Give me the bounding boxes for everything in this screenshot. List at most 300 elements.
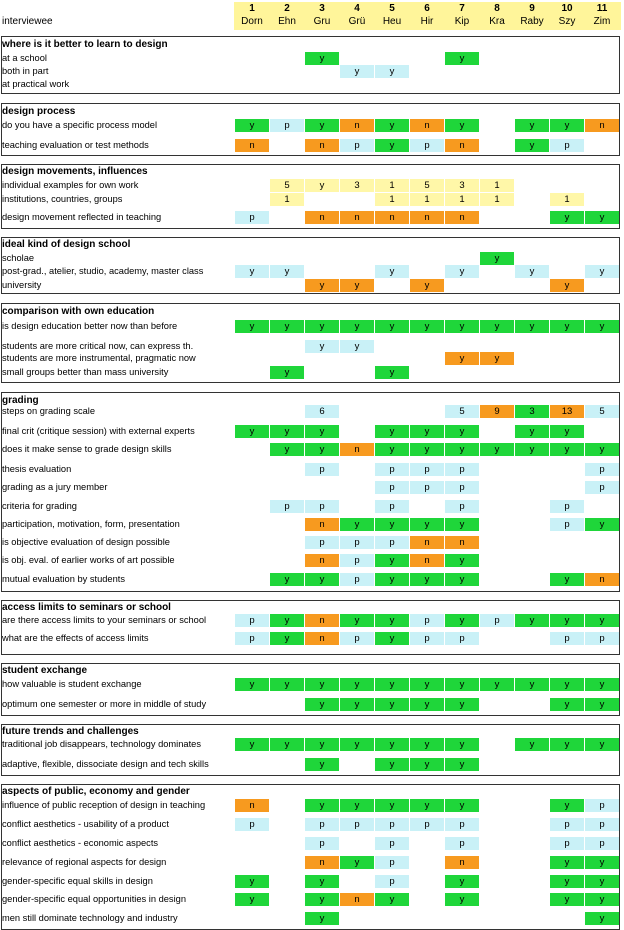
row-label: post-grad., atelier, studio, academy, master class bbox=[2, 266, 204, 276]
answer-cell bbox=[270, 252, 304, 265]
answer-cell bbox=[410, 52, 444, 65]
answer-cell: y bbox=[585, 614, 619, 627]
answer-cell bbox=[445, 366, 479, 379]
answer-cell bbox=[270, 875, 304, 888]
answer-cell bbox=[235, 554, 269, 567]
row-label: participation, motivation, form, presentation bbox=[2, 519, 180, 529]
answer-cell: y bbox=[305, 425, 339, 438]
answer-cell: p bbox=[585, 837, 619, 850]
row-label: men still dominate technology and industry bbox=[2, 913, 178, 923]
answer-cell bbox=[585, 500, 619, 513]
answer-cell: 13 bbox=[550, 405, 584, 418]
answer-cell: y bbox=[585, 211, 619, 224]
answer-cell bbox=[305, 193, 339, 206]
row-label: both in part bbox=[2, 66, 49, 76]
answer-cell: p bbox=[585, 818, 619, 831]
answer-cell bbox=[515, 78, 549, 91]
answer-cell bbox=[235, 518, 269, 531]
answer-cell bbox=[375, 352, 409, 365]
answer-cell bbox=[410, 352, 444, 365]
row-label: scholae bbox=[2, 253, 35, 263]
answer-cell: y bbox=[585, 698, 619, 711]
answer-cell: 1 bbox=[375, 193, 409, 206]
row-label: steps on grading scale bbox=[2, 406, 96, 416]
answer-cell bbox=[340, 837, 374, 850]
answer-cell: p bbox=[550, 500, 584, 513]
column-name: Ehn bbox=[278, 16, 296, 27]
answer-cell: y bbox=[550, 211, 584, 224]
answer-cell: y bbox=[375, 614, 409, 627]
answer-cell: p bbox=[445, 818, 479, 831]
answer-cell bbox=[235, 443, 269, 456]
answer-cell: n bbox=[305, 211, 339, 224]
answer-cell: y bbox=[445, 614, 479, 627]
column-name: Raby bbox=[520, 16, 544, 27]
table-row bbox=[0, 678, 624, 691]
answer-cell: y bbox=[235, 320, 269, 333]
answer-cell bbox=[515, 758, 549, 771]
answer-cell: y bbox=[445, 443, 479, 456]
answer-cell bbox=[340, 912, 374, 925]
column-name: Heu bbox=[382, 16, 402, 27]
answer-cell: p bbox=[235, 211, 269, 224]
answer-cell bbox=[480, 818, 514, 831]
answer-cell bbox=[340, 265, 374, 278]
row-label: is obj. eval. of earlier works of art possible bbox=[2, 555, 175, 565]
answer-cell: y bbox=[270, 632, 304, 645]
answer-cell: p bbox=[375, 856, 409, 869]
column-number: 8 bbox=[494, 3, 500, 14]
answer-cell bbox=[480, 65, 514, 78]
answer-cell: y bbox=[235, 875, 269, 888]
answer-cell bbox=[235, 252, 269, 265]
answer-cell bbox=[340, 758, 374, 771]
table-row bbox=[0, 425, 624, 438]
answer-cell: y bbox=[550, 799, 584, 812]
answer-cell: 5 bbox=[585, 405, 619, 418]
answer-cell bbox=[340, 875, 374, 888]
answer-cell bbox=[235, 500, 269, 513]
answer-cell bbox=[410, 366, 444, 379]
answer-cell: y bbox=[375, 425, 409, 438]
answer-cell: y bbox=[480, 443, 514, 456]
answer-cell bbox=[480, 366, 514, 379]
table-row bbox=[0, 78, 624, 91]
answer-cell: y bbox=[305, 875, 339, 888]
answer-cell bbox=[585, 65, 619, 78]
answer-cell bbox=[235, 193, 269, 206]
answer-cell: y bbox=[410, 320, 444, 333]
section-title: grading bbox=[2, 395, 39, 406]
row-label: optimum one semester or more in middle of study bbox=[2, 699, 207, 709]
answer-cell bbox=[305, 78, 339, 91]
answer-cell: y bbox=[375, 893, 409, 906]
table-row bbox=[0, 758, 624, 771]
row-label: conflict aesthetics - economic aspects bbox=[2, 838, 159, 848]
answer-cell: p bbox=[445, 500, 479, 513]
answer-cell: y bbox=[515, 320, 549, 333]
row-label: do you have a specific process model bbox=[2, 120, 158, 130]
answer-cell bbox=[480, 573, 514, 586]
answer-cell: p bbox=[410, 139, 444, 152]
answer-cell: y bbox=[550, 614, 584, 627]
answer-cell bbox=[235, 573, 269, 586]
answer-cell bbox=[375, 279, 409, 292]
answer-cell: p bbox=[375, 875, 409, 888]
row-label: at practical work bbox=[2, 79, 70, 89]
row-label: relevance of regional aspects for design bbox=[2, 857, 167, 867]
row-label: is objective evaluation of design possible bbox=[2, 537, 170, 547]
answer-cell: y bbox=[375, 573, 409, 586]
answer-cell bbox=[515, 352, 549, 365]
table-row bbox=[0, 179, 624, 192]
section-title: design movements, influences bbox=[2, 166, 148, 177]
table-row bbox=[0, 536, 624, 549]
answer-cell: y bbox=[585, 875, 619, 888]
answer-cell: y bbox=[340, 799, 374, 812]
answer-cell: y bbox=[305, 320, 339, 333]
answer-cell bbox=[480, 481, 514, 494]
table-row bbox=[0, 818, 624, 831]
answer-cell bbox=[515, 818, 549, 831]
answer-cell: y bbox=[375, 678, 409, 691]
answer-cell: y bbox=[550, 738, 584, 751]
answer-cell: y bbox=[340, 340, 374, 353]
answer-cell bbox=[410, 78, 444, 91]
answer-cell bbox=[480, 52, 514, 65]
answer-cell bbox=[550, 536, 584, 549]
row-label: students are more critical now, can express th. bbox=[2, 341, 194, 351]
table-row bbox=[0, 443, 624, 456]
answer-cell: y bbox=[410, 698, 444, 711]
answer-cell: n bbox=[410, 536, 444, 549]
answer-cell: p bbox=[585, 632, 619, 645]
answer-cell: y bbox=[340, 698, 374, 711]
answer-cell: p bbox=[585, 799, 619, 812]
answer-cell: y bbox=[305, 340, 339, 353]
answer-cell: y bbox=[585, 738, 619, 751]
column-number: 1 bbox=[249, 3, 255, 14]
answer-cell bbox=[585, 252, 619, 265]
row-label: conflict aesthetics - usability of a product bbox=[2, 819, 169, 829]
answer-cell: y bbox=[340, 518, 374, 531]
answer-cell: y bbox=[410, 799, 444, 812]
column-name: Grü bbox=[348, 16, 366, 27]
answer-cell bbox=[515, 52, 549, 65]
answer-cell: 5 bbox=[410, 179, 444, 192]
answer-cell: y bbox=[375, 554, 409, 567]
answer-cell: 1 bbox=[270, 193, 304, 206]
section-title: where is it better to learn to design bbox=[2, 39, 168, 50]
column-name: Kra bbox=[489, 16, 505, 27]
answer-cell: y bbox=[375, 518, 409, 531]
answer-cell: y bbox=[410, 425, 444, 438]
column-number: 11 bbox=[596, 3, 608, 14]
answer-cell bbox=[375, 252, 409, 265]
answer-cell bbox=[480, 893, 514, 906]
section-title: aspects of public, economy and gender bbox=[2, 786, 190, 797]
answer-cell: p bbox=[375, 463, 409, 476]
answer-cell bbox=[270, 758, 304, 771]
answer-cell: y bbox=[550, 279, 584, 292]
answer-cell bbox=[270, 481, 304, 494]
answer-cell: y bbox=[340, 738, 374, 751]
answer-cell bbox=[270, 65, 304, 78]
answer-cell: y bbox=[480, 352, 514, 365]
answer-cell: y bbox=[270, 425, 304, 438]
answer-cell: y bbox=[235, 425, 269, 438]
answer-cell bbox=[235, 279, 269, 292]
row-label: what are the effects of access limits bbox=[2, 633, 149, 643]
answer-cell bbox=[480, 139, 514, 152]
answer-cell: y bbox=[550, 678, 584, 691]
answer-cell bbox=[340, 352, 374, 365]
answer-cell bbox=[515, 536, 549, 549]
section-title: access limits to seminars or school bbox=[2, 602, 171, 613]
answer-cell: p bbox=[235, 818, 269, 831]
answer-cell: p bbox=[550, 139, 584, 152]
answer-cell: y bbox=[585, 856, 619, 869]
answer-cell: p bbox=[445, 837, 479, 850]
answer-cell bbox=[515, 893, 549, 906]
answer-cell: y bbox=[270, 265, 304, 278]
column-number: 9 bbox=[529, 3, 535, 14]
answer-cell: n bbox=[305, 614, 339, 627]
answer-cell: y bbox=[375, 632, 409, 645]
answer-cell bbox=[410, 252, 444, 265]
answer-cell bbox=[480, 119, 514, 132]
answer-cell bbox=[340, 78, 374, 91]
answer-cell: p bbox=[480, 614, 514, 627]
answer-cell: y bbox=[550, 320, 584, 333]
answer-cell: 1 bbox=[480, 179, 514, 192]
answer-cell: p bbox=[305, 818, 339, 831]
answer-cell bbox=[515, 279, 549, 292]
answer-cell bbox=[585, 554, 619, 567]
table-row bbox=[0, 573, 624, 586]
answer-cell: y bbox=[445, 573, 479, 586]
answer-cell bbox=[410, 65, 444, 78]
answer-cell: y bbox=[305, 52, 339, 65]
column-number: 2 bbox=[284, 3, 290, 14]
table-row bbox=[0, 211, 624, 224]
answer-cell bbox=[480, 265, 514, 278]
answer-cell bbox=[270, 698, 304, 711]
answer-cell: 1 bbox=[480, 193, 514, 206]
answer-cell: p bbox=[375, 481, 409, 494]
row-label: mutual evaluation by students bbox=[2, 574, 126, 584]
answer-cell bbox=[235, 405, 269, 418]
answer-cell: n bbox=[410, 554, 444, 567]
answer-cell: 6 bbox=[305, 405, 339, 418]
answer-cell: y bbox=[410, 678, 444, 691]
row-label: are there access limits to your seminars or school bbox=[2, 615, 207, 625]
answer-cell bbox=[480, 912, 514, 925]
answer-cell: y bbox=[445, 518, 479, 531]
answer-cell: n bbox=[235, 799, 269, 812]
answer-cell bbox=[270, 352, 304, 365]
answer-cell: y bbox=[550, 856, 584, 869]
answer-cell: y bbox=[515, 265, 549, 278]
answer-cell: p bbox=[550, 632, 584, 645]
table-row bbox=[0, 500, 624, 513]
answer-cell: y bbox=[445, 52, 479, 65]
answer-cell: y bbox=[235, 678, 269, 691]
answer-cell bbox=[305, 65, 339, 78]
answer-cell: n bbox=[445, 856, 479, 869]
answer-cell: n bbox=[445, 211, 479, 224]
answer-cell: y bbox=[550, 119, 584, 132]
answer-cell bbox=[480, 758, 514, 771]
answer-cell bbox=[445, 65, 479, 78]
answer-cell bbox=[340, 366, 374, 379]
row-label: how valuable is student exchange bbox=[2, 679, 142, 689]
answer-cell: n bbox=[410, 211, 444, 224]
answer-cell: 3 bbox=[445, 179, 479, 192]
answer-cell bbox=[515, 252, 549, 265]
table-row bbox=[0, 481, 624, 494]
answer-cell: y bbox=[445, 352, 479, 365]
answer-cell bbox=[585, 279, 619, 292]
answer-cell: y bbox=[515, 614, 549, 627]
answer-cell: y bbox=[340, 320, 374, 333]
table-row bbox=[0, 252, 624, 265]
answer-cell bbox=[515, 698, 549, 711]
answer-cell bbox=[375, 405, 409, 418]
answer-cell bbox=[480, 738, 514, 751]
answer-cell: n bbox=[585, 119, 619, 132]
answer-cell bbox=[515, 837, 549, 850]
answer-cell: y bbox=[585, 518, 619, 531]
answer-cell bbox=[270, 463, 304, 476]
table-row bbox=[0, 366, 624, 379]
answer-cell: y bbox=[375, 119, 409, 132]
answer-cell bbox=[480, 856, 514, 869]
section-title: future trends and challenges bbox=[2, 726, 139, 737]
answer-cell bbox=[235, 837, 269, 850]
row-label: teaching evaluation or test methods bbox=[2, 140, 149, 150]
answer-cell: 1 bbox=[410, 193, 444, 206]
answer-cell bbox=[515, 875, 549, 888]
row-label: gender-specific equal skills in design bbox=[2, 876, 153, 886]
answer-cell: y bbox=[375, 366, 409, 379]
answer-cell: 5 bbox=[445, 405, 479, 418]
answer-cell: p bbox=[550, 518, 584, 531]
answer-cell bbox=[515, 481, 549, 494]
answer-cell bbox=[305, 252, 339, 265]
answer-cell: y bbox=[375, 443, 409, 456]
column-number: 4 bbox=[354, 3, 360, 14]
answer-cell bbox=[445, 279, 479, 292]
answer-cell bbox=[480, 425, 514, 438]
answer-cell: p bbox=[410, 632, 444, 645]
table-row bbox=[0, 856, 624, 869]
answer-cell bbox=[305, 481, 339, 494]
answer-cell: y bbox=[340, 65, 374, 78]
answer-cell bbox=[235, 536, 269, 549]
answer-cell bbox=[340, 405, 374, 418]
answer-cell bbox=[410, 875, 444, 888]
answer-cell bbox=[235, 481, 269, 494]
answer-cell bbox=[410, 856, 444, 869]
table-row bbox=[0, 632, 624, 645]
answer-cell: y bbox=[550, 893, 584, 906]
answer-cell bbox=[585, 366, 619, 379]
table-row bbox=[0, 405, 624, 418]
row-label: individual examples for own work bbox=[2, 180, 139, 190]
answer-cell: y bbox=[445, 425, 479, 438]
answer-cell bbox=[235, 352, 269, 365]
answer-cell bbox=[480, 837, 514, 850]
answer-cell: n bbox=[340, 443, 374, 456]
answer-cell bbox=[550, 179, 584, 192]
answer-cell: y bbox=[445, 320, 479, 333]
answer-cell: y bbox=[585, 893, 619, 906]
answer-cell bbox=[235, 856, 269, 869]
answer-cell bbox=[305, 366, 339, 379]
answer-cell: p bbox=[585, 463, 619, 476]
answer-cell bbox=[305, 265, 339, 278]
answer-cell bbox=[270, 856, 304, 869]
answer-cell: n bbox=[340, 893, 374, 906]
answer-cell: n bbox=[340, 211, 374, 224]
answer-cell bbox=[550, 758, 584, 771]
answer-cell bbox=[340, 252, 374, 265]
answer-cell: 5 bbox=[270, 179, 304, 192]
answer-cell: p bbox=[305, 500, 339, 513]
table-row bbox=[0, 518, 624, 531]
answer-cell bbox=[410, 912, 444, 925]
answer-cell: y bbox=[480, 678, 514, 691]
answer-cell: y bbox=[270, 320, 304, 333]
table-row bbox=[0, 554, 624, 567]
answer-cell: n bbox=[445, 139, 479, 152]
answer-cell bbox=[235, 65, 269, 78]
answer-cell bbox=[270, 799, 304, 812]
column-name: Szy bbox=[558, 16, 576, 27]
table-row bbox=[0, 912, 624, 925]
answer-cell: y bbox=[305, 179, 339, 192]
answer-cell: n bbox=[305, 139, 339, 152]
answer-cell bbox=[515, 463, 549, 476]
column-name: Gru bbox=[313, 16, 331, 27]
table-row bbox=[0, 698, 624, 711]
answer-cell bbox=[550, 366, 584, 379]
answer-cell: n bbox=[235, 139, 269, 152]
answer-cell bbox=[270, 405, 304, 418]
answer-cell: y bbox=[585, 678, 619, 691]
answer-cell: y bbox=[340, 678, 374, 691]
answer-cell bbox=[410, 405, 444, 418]
answer-cell: n bbox=[410, 119, 444, 132]
answer-cell bbox=[585, 536, 619, 549]
answer-cell: p bbox=[340, 554, 374, 567]
answer-cell: p bbox=[375, 500, 409, 513]
answer-cell: y bbox=[515, 119, 549, 132]
answer-cell bbox=[235, 366, 269, 379]
answer-cell: y bbox=[270, 738, 304, 751]
answer-cell: p bbox=[340, 818, 374, 831]
answer-cell bbox=[550, 912, 584, 925]
table-row bbox=[0, 265, 624, 278]
answer-cell: p bbox=[375, 818, 409, 831]
answer-cell: y bbox=[270, 573, 304, 586]
row-label: institutions, countries, groups bbox=[2, 194, 123, 204]
answer-cell bbox=[515, 573, 549, 586]
answer-cell: p bbox=[270, 500, 304, 513]
answer-cell: y bbox=[550, 875, 584, 888]
answer-cell: p bbox=[340, 632, 374, 645]
